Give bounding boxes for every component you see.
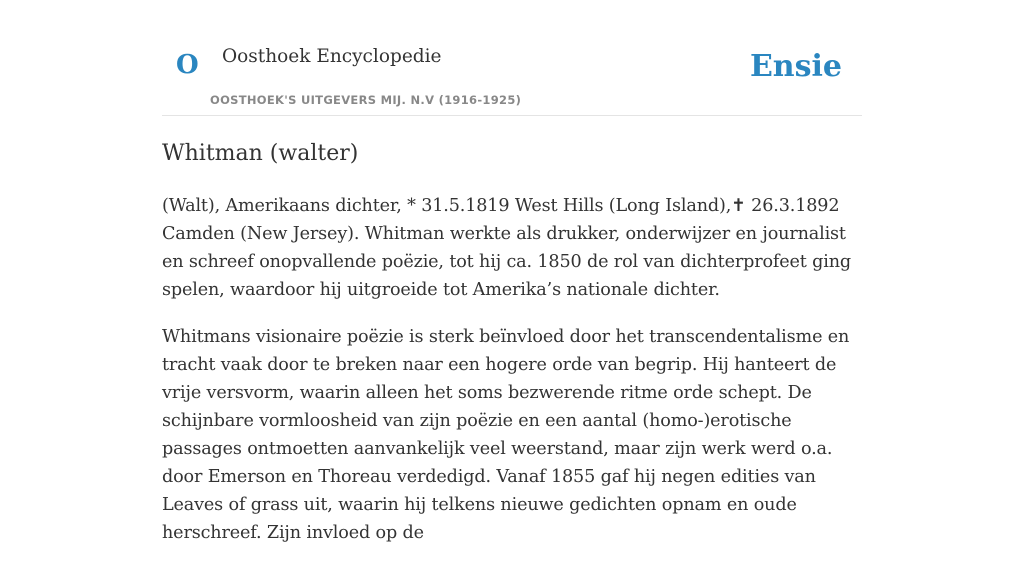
article-paragraph: Whitmans visionaire poëzie is sterk beïnvloed door het transcendentalisme en tracht vaak door te breken naar een hogere orde van begrip. Hij hanteert de vrije versvorm, waarin alleen het soms bezwerende ritme orde schept. De schijnbare vormloosheid van zijn poëzie en een aantal (homo-)erotische passages ontmoetten aanvankelijk veel weerstand, maar zijn werk werd o.a. door Emerson en Thoreau verdedigd. Vanaf 1855 gaf hij negen edities van Leaves of grass uit, waarin hij telkens nieuwe gedichten opnam en oude herschreef. Zijn invloed op de	[162, 327, 850, 543]
site-title[interactable]: Oosthoek Encyclopedie	[222, 46, 442, 67]
brand-logo-link[interactable]: Ensie	[749, 49, 842, 84]
site-header	[162, 0, 862, 116]
publisher-label: OOSTHOEK'S UITGEVERS MIJ. N.V (1916-1925)	[210, 93, 522, 107]
site-logo[interactable]: O	[176, 50, 199, 80]
page-container	[162, 0, 862, 543]
article-title: Whitman (walter)	[162, 141, 359, 166]
article-body	[162, 192, 862, 566]
article-paragraph: (Walt), Amerikaans dichter, * 31.5.1819 West Hills (Long Island),✝ 26.3.1892 Camden (New Jersey). Whitman werkte als drukker, onderwijzer en journalist en schreef onopvallende poëzie, tot hij ca. 1850 de rol van dichterprofeet ging spelen, waardoor hij uitgroeide tot Amerika’s nationale dichter.	[162, 196, 852, 300]
